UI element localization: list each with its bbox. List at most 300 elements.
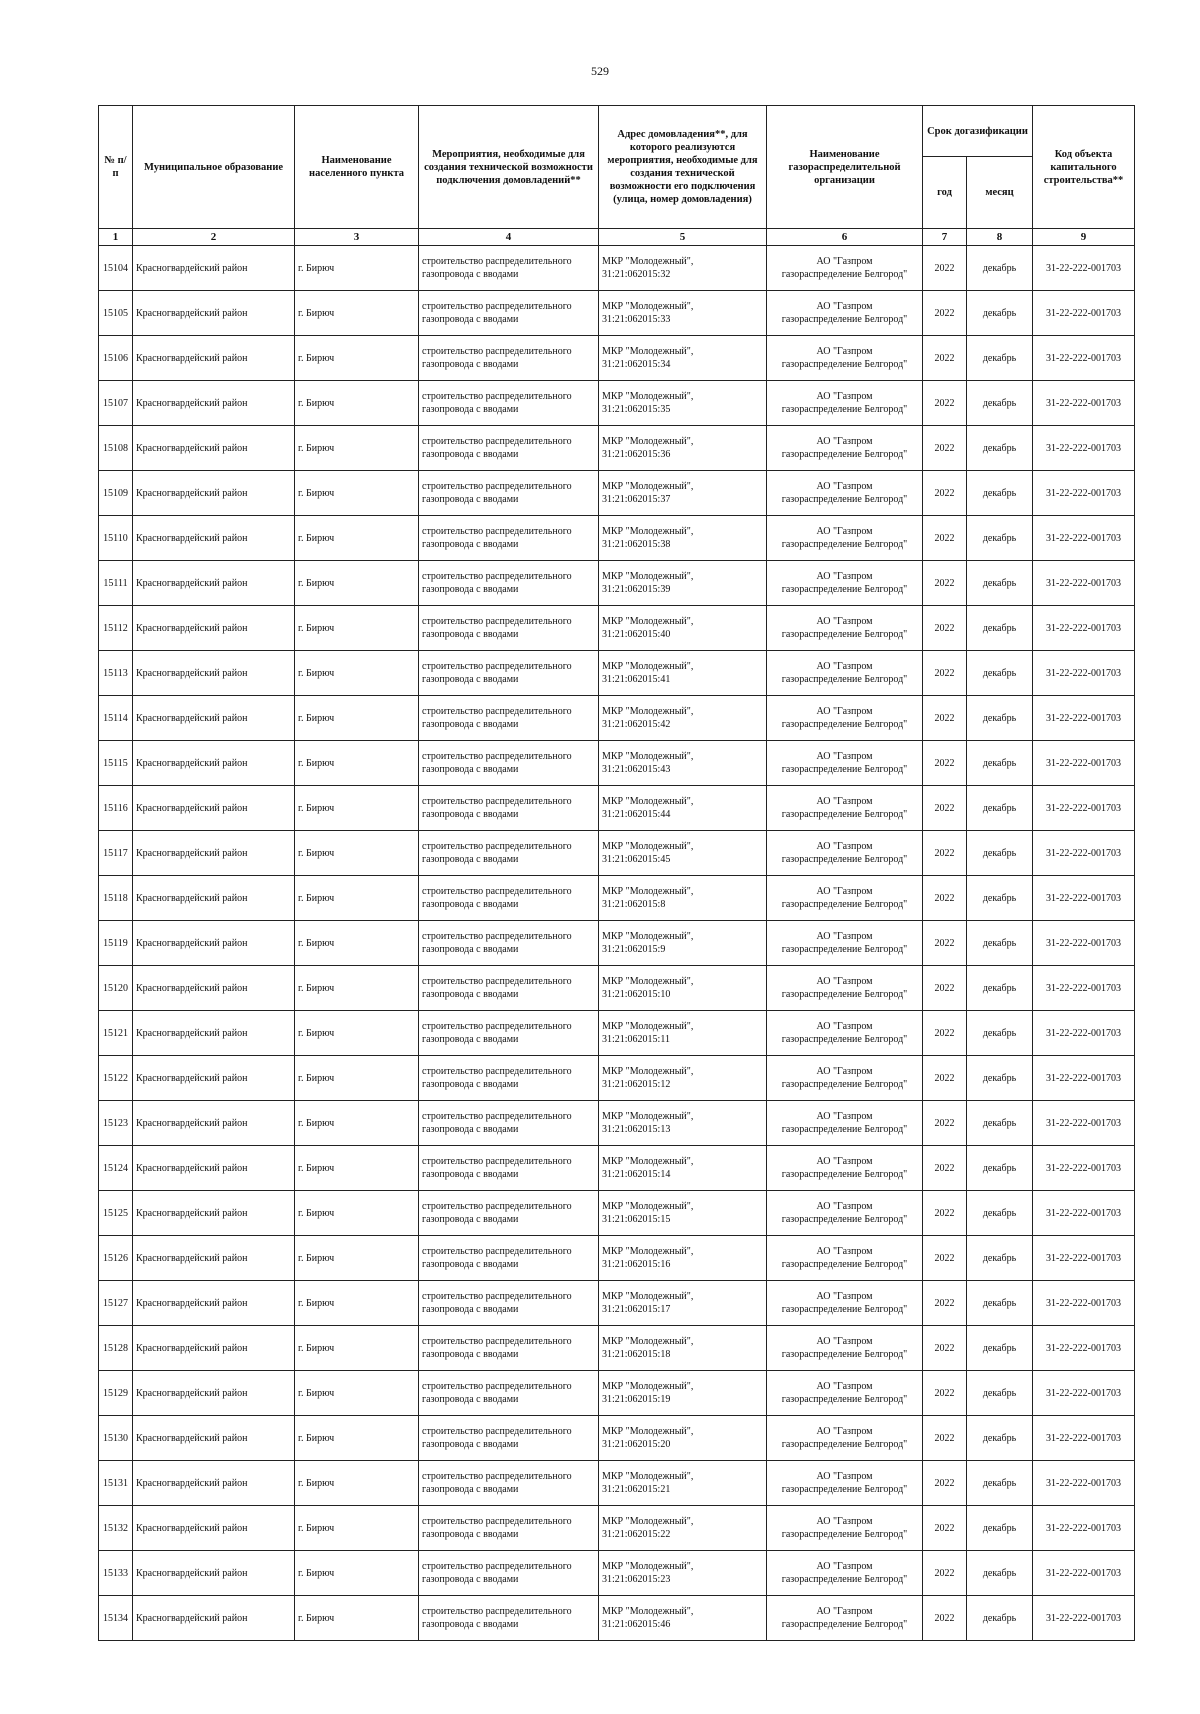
activity-line: строительство распределительного bbox=[422, 1066, 572, 1077]
table-body bbox=[99, 246, 1135, 1641]
address-line: 31:21:062015:8 bbox=[602, 899, 666, 910]
year-cell: 2022 bbox=[923, 1281, 967, 1326]
column-number: 6 bbox=[767, 229, 923, 246]
organization-cell bbox=[767, 741, 923, 786]
organization-line: газораспределение Белгород" bbox=[781, 584, 908, 595]
activity-cell bbox=[419, 786, 599, 831]
organization-cell bbox=[767, 651, 923, 696]
month-cell: декабрь bbox=[967, 1101, 1033, 1146]
activity-cell bbox=[419, 471, 599, 516]
address-line: 31:21:062015:9 bbox=[602, 944, 666, 955]
municipality-cell: Красногвардейский район bbox=[133, 1461, 295, 1506]
municipality-cell: Красногвардейский район bbox=[133, 381, 295, 426]
organization-cell bbox=[767, 1146, 923, 1191]
locality-cell: г. Бирюч bbox=[295, 426, 419, 471]
row-number: 15110 bbox=[99, 516, 133, 561]
activity-line: газопровода с вводами bbox=[422, 449, 519, 460]
address-cell bbox=[599, 381, 767, 426]
activity-line: газопровода с вводами bbox=[422, 1214, 519, 1225]
code-cell: 31-22-222-001703 bbox=[1033, 1416, 1135, 1461]
organization-line: АО "Газпром bbox=[816, 1246, 873, 1257]
municipality-cell: Красногвардейский район bbox=[133, 606, 295, 651]
organization-line: АО "Газпром bbox=[816, 661, 873, 672]
month-cell: декабрь bbox=[967, 336, 1033, 381]
address-cell bbox=[599, 1011, 767, 1056]
row-number: 15126 bbox=[99, 1236, 133, 1281]
organization-line: газораспределение Белгород" bbox=[781, 719, 908, 730]
locality-cell: г. Бирюч bbox=[295, 561, 419, 606]
header-address: Адрес домовладения**, для которого реализуются мероприятия, необходимые для создания технической возможности его подключения (улица, номер домовладения) bbox=[599, 106, 767, 229]
activity-cell bbox=[419, 516, 599, 561]
address-cell bbox=[599, 1056, 767, 1101]
organization-cell bbox=[767, 1506, 923, 1551]
row-number: 15108 bbox=[99, 426, 133, 471]
locality-cell: г. Бирюч bbox=[295, 1281, 419, 1326]
row-number: 15125 bbox=[99, 1191, 133, 1236]
address-cell bbox=[599, 1191, 767, 1236]
locality-cell: г. Бирюч bbox=[295, 831, 419, 876]
address-line: 31:21:062015:37 bbox=[602, 494, 671, 505]
address-cell bbox=[599, 1146, 767, 1191]
table-row bbox=[99, 1101, 1135, 1146]
row-number: 15119 bbox=[99, 921, 133, 966]
year-cell: 2022 bbox=[923, 1056, 967, 1101]
address-cell bbox=[599, 471, 767, 516]
organization-cell bbox=[767, 336, 923, 381]
month-cell: декабрь bbox=[967, 606, 1033, 651]
activity-line: строительство распределительного bbox=[422, 1561, 572, 1572]
activity-line: газопровода с вводами bbox=[422, 674, 519, 685]
code-cell: 31-22-222-001703 bbox=[1033, 741, 1135, 786]
activity-line: строительство распределительного bbox=[422, 931, 572, 942]
activity-cell bbox=[419, 966, 599, 1011]
activity-cell bbox=[419, 336, 599, 381]
address-line: МКР "Молодежный", bbox=[602, 931, 694, 942]
activity-cell bbox=[419, 606, 599, 651]
address-cell bbox=[599, 1371, 767, 1416]
year-cell: 2022 bbox=[923, 471, 967, 516]
activity-cell bbox=[419, 1281, 599, 1326]
month-cell: декабрь bbox=[967, 1281, 1033, 1326]
address-cell bbox=[599, 291, 767, 336]
activity-cell bbox=[419, 1146, 599, 1191]
column-number: 8 bbox=[967, 229, 1033, 246]
organization-line: газораспределение Белгород" bbox=[781, 1394, 908, 1405]
organization-line: газораспределение Белгород" bbox=[781, 989, 908, 1000]
month-cell: декабрь bbox=[967, 1551, 1033, 1596]
organization-line: АО "Газпром bbox=[816, 391, 873, 402]
activity-line: газопровода с вводами bbox=[422, 1529, 519, 1540]
table-row bbox=[99, 1146, 1135, 1191]
column-number: 5 bbox=[599, 229, 767, 246]
row-number: 15118 bbox=[99, 876, 133, 921]
organization-line: АО "Газпром bbox=[816, 526, 873, 537]
table-row bbox=[99, 876, 1135, 921]
code-cell: 31-22-222-001703 bbox=[1033, 1146, 1135, 1191]
address-line: МКР "Молодежный", bbox=[602, 256, 694, 267]
municipality-cell: Красногвардейский район bbox=[133, 696, 295, 741]
year-cell: 2022 bbox=[923, 246, 967, 291]
address-line: 31:21:062015:19 bbox=[602, 1394, 671, 1405]
column-number: 9 bbox=[1033, 229, 1135, 246]
year-cell: 2022 bbox=[923, 381, 967, 426]
activity-line: строительство распределительного bbox=[422, 751, 572, 762]
activity-cell bbox=[419, 1326, 599, 1371]
table-row bbox=[99, 1596, 1135, 1641]
locality-cell: г. Бирюч bbox=[295, 1596, 419, 1641]
address-line: 31:21:062015:45 bbox=[602, 854, 671, 865]
activity-line: строительство распределительного bbox=[422, 616, 572, 627]
address-line: МКР "Молодежный", bbox=[602, 796, 694, 807]
row-number: 15131 bbox=[99, 1461, 133, 1506]
address-line: МКР "Молодежный", bbox=[602, 841, 694, 852]
address-line: МКР "Молодежный", bbox=[602, 751, 694, 762]
code-cell: 31-22-222-001703 bbox=[1033, 1326, 1135, 1371]
organization-cell bbox=[767, 1416, 923, 1461]
address-cell bbox=[599, 516, 767, 561]
code-cell: 31-22-222-001703 bbox=[1033, 471, 1135, 516]
locality-cell: г. Бирюч bbox=[295, 741, 419, 786]
organization-cell bbox=[767, 831, 923, 876]
municipality-cell: Красногвардейский район bbox=[133, 1281, 295, 1326]
month-cell: декабрь bbox=[967, 651, 1033, 696]
organization-line: газораспределение Белгород" bbox=[781, 1079, 908, 1090]
month-cell: декабрь bbox=[967, 291, 1033, 336]
header-locality: Наименование населенного пункта bbox=[295, 106, 419, 229]
activity-line: газопровода с вводами bbox=[422, 1394, 519, 1405]
activity-cell bbox=[419, 291, 599, 336]
year-cell: 2022 bbox=[923, 1146, 967, 1191]
column-numbers-row bbox=[99, 229, 1135, 246]
address-cell bbox=[599, 651, 767, 696]
locality-cell: г. Бирюч bbox=[295, 1326, 419, 1371]
organization-line: АО "Газпром bbox=[816, 886, 873, 897]
address-line: МКР "Молодежный", bbox=[602, 346, 694, 357]
activity-cell bbox=[419, 1506, 599, 1551]
month-cell: декабрь bbox=[967, 381, 1033, 426]
table-row bbox=[99, 1506, 1135, 1551]
activity-cell bbox=[419, 1551, 599, 1596]
year-cell: 2022 bbox=[923, 606, 967, 651]
organization-line: АО "Газпром bbox=[816, 571, 873, 582]
activity-line: строительство распределительного bbox=[422, 1471, 572, 1482]
year-cell: 2022 bbox=[923, 921, 967, 966]
municipality-cell: Красногвардейский район bbox=[133, 921, 295, 966]
header-municipality: Муниципальное образование bbox=[133, 106, 295, 229]
organization-line: газораспределение Белгород" bbox=[781, 1574, 908, 1585]
code-cell: 31-22-222-001703 bbox=[1033, 1596, 1135, 1641]
activity-line: строительство распределительного bbox=[422, 1381, 572, 1392]
table-row bbox=[99, 741, 1135, 786]
organization-line: газораспределение Белгород" bbox=[781, 449, 908, 460]
row-number: 15127 bbox=[99, 1281, 133, 1326]
activity-cell bbox=[419, 381, 599, 426]
column-number: 3 bbox=[295, 229, 419, 246]
locality-cell: г. Бирюч bbox=[295, 1191, 419, 1236]
code-cell: 31-22-222-001703 bbox=[1033, 246, 1135, 291]
address-line: МКР "Молодежный", bbox=[602, 526, 694, 537]
address-cell bbox=[599, 966, 767, 1011]
organization-cell bbox=[767, 246, 923, 291]
row-number: 15120 bbox=[99, 966, 133, 1011]
row-number: 15117 bbox=[99, 831, 133, 876]
activity-cell bbox=[419, 741, 599, 786]
table-row bbox=[99, 1371, 1135, 1416]
year-cell: 2022 bbox=[923, 336, 967, 381]
address-cell bbox=[599, 741, 767, 786]
column-number: 4 bbox=[419, 229, 599, 246]
address-line: 31:21:062015:44 bbox=[602, 809, 671, 820]
address-cell bbox=[599, 1101, 767, 1146]
activity-line: газопровода с вводами bbox=[422, 989, 519, 1000]
address-line: МКР "Молодежный", bbox=[602, 571, 694, 582]
row-number: 15113 bbox=[99, 651, 133, 696]
code-cell: 31-22-222-001703 bbox=[1033, 876, 1135, 921]
code-cell: 31-22-222-001703 bbox=[1033, 966, 1135, 1011]
organization-line: газораспределение Белгород" bbox=[781, 404, 908, 415]
organization-cell bbox=[767, 696, 923, 741]
activity-cell bbox=[419, 1461, 599, 1506]
organization-line: АО "Газпром bbox=[816, 1471, 873, 1482]
address-line: МКР "Молодежный", bbox=[602, 436, 694, 447]
activity-cell bbox=[419, 1236, 599, 1281]
address-cell bbox=[599, 1236, 767, 1281]
activity-line: строительство распределительного bbox=[422, 1606, 572, 1617]
code-cell: 31-22-222-001703 bbox=[1033, 1011, 1135, 1056]
activity-line: строительство распределительного bbox=[422, 256, 572, 267]
address-cell bbox=[599, 426, 767, 471]
month-cell: декабрь bbox=[967, 741, 1033, 786]
municipality-cell: Красногвардейский район bbox=[133, 1191, 295, 1236]
organization-line: АО "Газпром bbox=[816, 1201, 873, 1212]
organization-cell bbox=[767, 381, 923, 426]
address-line: 31:21:062015:14 bbox=[602, 1169, 671, 1180]
table-row bbox=[99, 1056, 1135, 1101]
address-line: МКР "Молодежный", bbox=[602, 886, 694, 897]
municipality-cell: Красногвардейский район bbox=[133, 1011, 295, 1056]
activity-line: газопровода с вводами bbox=[422, 1349, 519, 1360]
locality-cell: г. Бирюч bbox=[295, 966, 419, 1011]
locality-cell: г. Бирюч bbox=[295, 1551, 419, 1596]
activity-cell bbox=[419, 876, 599, 921]
year-cell: 2022 bbox=[923, 786, 967, 831]
address-cell bbox=[599, 336, 767, 381]
organization-line: газораспределение Белгород" bbox=[781, 629, 908, 640]
header-num: № п/п bbox=[99, 106, 133, 229]
municipality-cell: Красногвардейский район bbox=[133, 1506, 295, 1551]
municipality-cell: Красногвардейский район bbox=[133, 876, 295, 921]
organization-line: АО "Газпром bbox=[816, 1336, 873, 1347]
municipality-cell: Красногвардейский район bbox=[133, 1326, 295, 1371]
address-line: МКР "Молодежный", bbox=[602, 1246, 694, 1257]
activity-line: строительство распределительного bbox=[422, 976, 572, 987]
locality-cell: г. Бирюч bbox=[295, 1011, 419, 1056]
address-line: МКР "Молодежный", bbox=[602, 1606, 694, 1617]
row-number: 15116 bbox=[99, 786, 133, 831]
row-number: 15115 bbox=[99, 741, 133, 786]
address-line: 31:21:062015:40 bbox=[602, 629, 671, 640]
code-cell: 31-22-222-001703 bbox=[1033, 381, 1135, 426]
activity-line: строительство распределительного bbox=[422, 1516, 572, 1527]
organization-line: АО "Газпром bbox=[816, 1516, 873, 1527]
address-cell bbox=[599, 831, 767, 876]
month-cell: декабрь bbox=[967, 1056, 1033, 1101]
organization-line: АО "Газпром bbox=[816, 1291, 873, 1302]
table-row bbox=[99, 786, 1135, 831]
row-number: 15130 bbox=[99, 1416, 133, 1461]
month-cell: декабрь bbox=[967, 1506, 1033, 1551]
month-cell: декабрь bbox=[967, 1191, 1033, 1236]
activity-cell bbox=[419, 1596, 599, 1641]
table-row bbox=[99, 246, 1135, 291]
organization-line: газораспределение Белгород" bbox=[781, 314, 908, 325]
code-cell: 31-22-222-001703 bbox=[1033, 1371, 1135, 1416]
activity-line: газопровода с вводами bbox=[422, 1169, 519, 1180]
month-cell: декабрь bbox=[967, 1371, 1033, 1416]
table-row bbox=[99, 651, 1135, 696]
organization-line: АО "Газпром bbox=[816, 1156, 873, 1167]
row-number: 15112 bbox=[99, 606, 133, 651]
month-cell: декабрь bbox=[967, 1011, 1033, 1056]
address-cell bbox=[599, 1461, 767, 1506]
organization-line: АО "Газпром bbox=[816, 481, 873, 492]
table-row bbox=[99, 561, 1135, 606]
code-cell: 31-22-222-001703 bbox=[1033, 696, 1135, 741]
organization-cell bbox=[767, 1236, 923, 1281]
month-cell: декабрь bbox=[967, 246, 1033, 291]
activity-line: газопровода с вводами bbox=[422, 404, 519, 415]
organization-cell bbox=[767, 1056, 923, 1101]
activity-line: строительство распределительного bbox=[422, 886, 572, 897]
locality-cell: г. Бирюч bbox=[295, 246, 419, 291]
address-line: 31:21:062015:33 bbox=[602, 314, 671, 325]
activity-cell bbox=[419, 426, 599, 471]
address-line: 31:21:062015:35 bbox=[602, 404, 671, 415]
organization-line: АО "Газпром bbox=[816, 1111, 873, 1122]
address-cell bbox=[599, 1416, 767, 1461]
month-cell: декабрь bbox=[967, 696, 1033, 741]
year-cell: 2022 bbox=[923, 1011, 967, 1056]
organization-line: АО "Газпром bbox=[816, 1066, 873, 1077]
month-cell: декабрь bbox=[967, 426, 1033, 471]
address-line: 31:21:062015:21 bbox=[602, 1484, 671, 1495]
organization-cell bbox=[767, 1191, 923, 1236]
row-number: 15129 bbox=[99, 1371, 133, 1416]
organization-line: АО "Газпром bbox=[816, 976, 873, 987]
organization-cell bbox=[767, 921, 923, 966]
locality-cell: г. Бирюч bbox=[295, 696, 419, 741]
month-cell: декабрь bbox=[967, 1596, 1033, 1641]
month-cell: декабрь bbox=[967, 831, 1033, 876]
organization-line: АО "Газпром bbox=[816, 931, 873, 942]
address-line: МКР "Молодежный", bbox=[602, 481, 694, 492]
code-cell: 31-22-222-001703 bbox=[1033, 606, 1135, 651]
table-row bbox=[99, 1281, 1135, 1326]
locality-cell: г. Бирюч bbox=[295, 1371, 419, 1416]
activity-line: строительство распределительного bbox=[422, 391, 572, 402]
table-row bbox=[99, 1191, 1135, 1236]
activity-line: газопровода с вводами bbox=[422, 1574, 519, 1585]
table-row bbox=[99, 966, 1135, 1011]
address-cell bbox=[599, 606, 767, 651]
column-number: 7 bbox=[923, 229, 967, 246]
activity-line: строительство распределительного bbox=[422, 1426, 572, 1437]
address-line: МКР "Молодежный", bbox=[602, 1291, 694, 1302]
code-cell: 31-22-222-001703 bbox=[1033, 1191, 1135, 1236]
activity-line: газопровода с вводами bbox=[422, 584, 519, 595]
code-cell: 31-22-222-001703 bbox=[1033, 1101, 1135, 1146]
code-cell: 31-22-222-001703 bbox=[1033, 831, 1135, 876]
activity-line: газопровода с вводами bbox=[422, 494, 519, 505]
municipality-cell: Красногвардейский район bbox=[133, 1551, 295, 1596]
address-cell bbox=[599, 246, 767, 291]
address-cell bbox=[599, 696, 767, 741]
row-number: 15132 bbox=[99, 1506, 133, 1551]
municipality-cell: Красногвардейский район bbox=[133, 291, 295, 336]
row-number: 15134 bbox=[99, 1596, 133, 1641]
year-cell: 2022 bbox=[923, 561, 967, 606]
activity-line: строительство распределительного bbox=[422, 1291, 572, 1302]
locality-cell: г. Бирюч bbox=[295, 381, 419, 426]
activity-line: газопровода с вводами bbox=[422, 1304, 519, 1315]
address-line: 31:21:062015:16 bbox=[602, 1259, 671, 1270]
year-cell: 2022 bbox=[923, 1191, 967, 1236]
activity-line: газопровода с вводами bbox=[422, 719, 519, 730]
address-line: МКР "Молодежный", bbox=[602, 1426, 694, 1437]
activity-cell bbox=[419, 1101, 599, 1146]
locality-cell: г. Бирюч bbox=[295, 1101, 419, 1146]
table-row bbox=[99, 606, 1135, 651]
row-number: 15133 bbox=[99, 1551, 133, 1596]
activity-line: газопровода с вводами bbox=[422, 854, 519, 865]
address-line: 31:21:062015:12 bbox=[602, 1079, 671, 1090]
table-row bbox=[99, 426, 1135, 471]
table-row bbox=[99, 291, 1135, 336]
column-number: 1 bbox=[99, 229, 133, 246]
organization-line: газораспределение Белгород" bbox=[781, 1529, 908, 1540]
code-cell: 31-22-222-001703 bbox=[1033, 426, 1135, 471]
row-number: 15124 bbox=[99, 1146, 133, 1191]
year-cell: 2022 bbox=[923, 876, 967, 921]
month-cell: декабрь bbox=[967, 516, 1033, 561]
organization-cell bbox=[767, 1011, 923, 1056]
month-cell: декабрь bbox=[967, 561, 1033, 606]
locality-cell: г. Бирюч bbox=[295, 876, 419, 921]
organization-line: АО "Газпром bbox=[816, 616, 873, 627]
municipality-cell: Красногвардейский район bbox=[133, 471, 295, 516]
organization-cell bbox=[767, 966, 923, 1011]
activity-line: строительство распределительного bbox=[422, 1246, 572, 1257]
header-measures: Мероприятия, необходимые для создания технической возможности подключения домовладений** bbox=[419, 106, 599, 229]
year-cell: 2022 bbox=[923, 1416, 967, 1461]
year-cell: 2022 bbox=[923, 1551, 967, 1596]
address-line: 31:21:062015:46 bbox=[602, 1619, 671, 1630]
organization-line: газораспределение Белгород" bbox=[781, 764, 908, 775]
year-cell: 2022 bbox=[923, 516, 967, 561]
municipality-cell: Красногвардейский район bbox=[133, 1146, 295, 1191]
activity-line: газопровода с вводами bbox=[422, 809, 519, 820]
locality-cell: г. Бирюч bbox=[295, 1236, 419, 1281]
address-line: 31:21:062015:20 bbox=[602, 1439, 671, 1450]
organization-line: газораспределение Белгород" bbox=[781, 944, 908, 955]
organization-line: АО "Газпром bbox=[816, 1426, 873, 1437]
activity-line: строительство распределительного bbox=[422, 1021, 572, 1032]
address-line: МКР "Молодежный", bbox=[602, 301, 694, 312]
table-row bbox=[99, 1236, 1135, 1281]
activity-line: строительство распределительного bbox=[422, 1111, 572, 1122]
address-line: 31:21:062015:10 bbox=[602, 989, 671, 1000]
organization-cell bbox=[767, 606, 923, 651]
